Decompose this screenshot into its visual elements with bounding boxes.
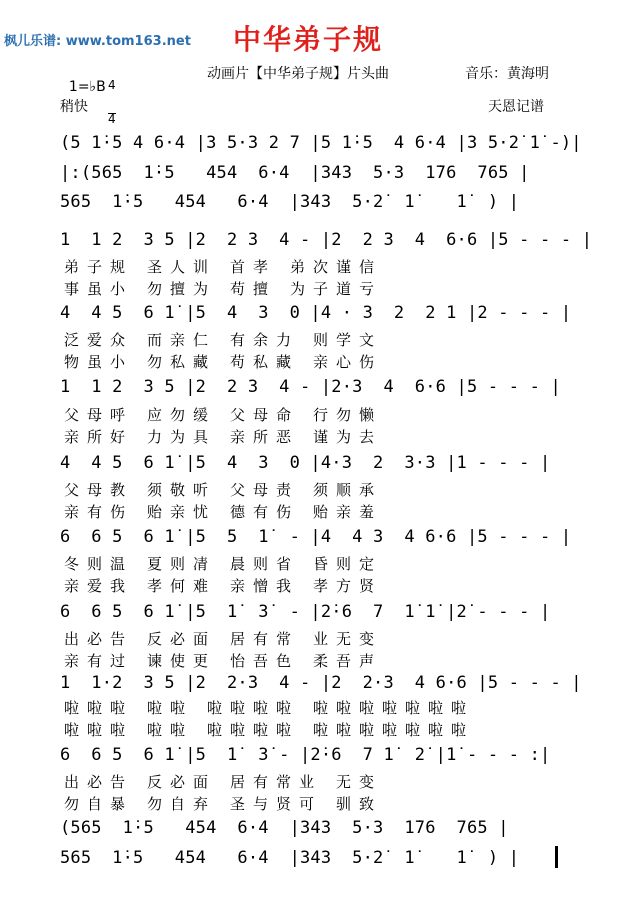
score-row-intro: (5 1̇·5 4 6·4 |3 5·3 2 7 |5 1̇·5 4 6·4 |3 5·2̇ 1̇ -)| [60, 133, 582, 153]
score-row-prelude-2: 565 1̇·5 454 6·4 |343 5·2̇ 1̇ 1̇ ) | [60, 192, 520, 212]
score-row-verse-3: 1 1 2 3 5 |2 2 3 4 - |2·3 4 6·6 |5 - - - | [60, 377, 561, 397]
lyric-row-6a: 出 必 告 反 必 面 居 有 常 业 无 变 [63, 630, 374, 648]
time-signature [108, 58, 116, 136]
lyric-row-4a: 父 母 教 须 敬 听 父 母 责 须 顺 承 [63, 481, 374, 499]
lyric-row-5a: 冬 则 温 夏 则 凊 晨 则 省 昏 则 定 [63, 555, 374, 573]
lyric-row-1b: 事 虽 小 勿 擅 为 苟 擅 为 子 道 亏 [63, 280, 374, 298]
lyric-row-4b: 亲 有 伤 贻 亲 忧 德 有 伤 贻 亲 羞 [63, 503, 374, 521]
subtitle: 动画片【中华弟子规】片头曲 [207, 66, 389, 82]
lyric-row-6b: 亲 有 过 谏 使 更 怡 吾 色 柔 吾 声 [63, 652, 374, 670]
lyric-row-2b: 物 虽 小 勿 私 藏 苟 私 藏 亲 心 伤 [63, 353, 374, 371]
key-label: 1= [68, 79, 90, 95]
lyric-row-5b: 亲 爱 我 孝 何 难 亲 憎 我 孝 方 贤 [63, 577, 374, 595]
score-row-outro-1: (565 1̇·5 454 6·4 |343 5·3 1̇76 765 | [60, 818, 509, 838]
score-row-verse-8: 6 6 5 6 1̇ |5 1̇ 3̇ - |2̇·6 7 1̇ 2̇ |1̇ - - - :| [60, 745, 551, 765]
lyric-row-7a: 啦 啦 啦 啦 啦 啦 啦 啦 啦 啦 啦 啦 啦 啦 啦 啦 [63, 699, 466, 717]
key-flat: ♭B [89, 79, 106, 95]
song-title: 中华弟子规 [233, 23, 384, 56]
time-sig-top: 4 [108, 78, 116, 92]
score-row-verse-2: 4 4 5 6 1̇ |5 4 3 0 |4 · 3 2 2 1 |2 - - - | [60, 303, 572, 323]
score-row-verse-1: 1 1 2 3 5 |2 2 3 4 - |2 2 3 4 6·6 |5 - - - | [60, 230, 593, 250]
transcriber: 天恩记谱 [488, 99, 544, 115]
lyric-row-3b: 亲 所 好 力 为 具 亲 所 恶 谨 为 去 [63, 428, 374, 446]
score-row-prelude-1: |:(565 1̇·5 454 6·4 |343 5·3 1̇76 765 | [60, 163, 530, 183]
lyric-row-2a: 泛 爱 众 而 亲 仁 有 余 力 则 学 文 [63, 331, 374, 349]
lyric-row-8b: 勿 自 暴 勿 自 弃 圣 与 贤 可 驯 致 [63, 795, 374, 813]
site-watermark: 枫儿乐谱: www.tom163.net [4, 34, 191, 49]
score-row-outro-2: 565 1̇·5 454 6·4 |343 5·2̇ 1̇ 1̇ ) | [60, 848, 520, 868]
key-signature [60, 63, 106, 95]
lyric-row-8a: 出 必 告 反 必 面 居 有 常 业 无 变 [63, 773, 374, 791]
composer: 音乐：黄海明 [465, 66, 549, 82]
lyric-row-1a: 弟 子 规 圣 人 训 首 孝 弟 次 谨 信 [63, 258, 374, 276]
score-row-verse-6: 6 6 5 6 1̇ |5 1̇ 3̇ - |2̇·6 7 1̇ 1̇ |2̇ - - - | [60, 602, 551, 622]
lyric-row-3a: 父 母 呼 应 勿 缓 父 母 命 行 勿 懒 [63, 406, 374, 424]
score-row-verse-7: 1 1·2 3 5 |2 2·3 4 - |2 2·3 4 6·6 |5 - - - | [60, 673, 582, 693]
lyric-row-7b: 啦 啦 啦 啦 啦 啦 啦 啦 啦 啦 啦 啦 啦 啦 啦 啦 [63, 721, 466, 739]
time-sig-bottom: 4 [108, 112, 116, 126]
tempo-mark: 稍快 [60, 99, 88, 115]
final-barline [555, 846, 558, 868]
score-row-verse-4: 4 4 5 6 1̇ |5 4 3 0 |4·3 2 3·3 |1 - - - | [60, 453, 551, 473]
score-row-verse-5: 6 6 5 6 1̇ |5 5 1̇ - |4 4 3 4 6·6 |5 - - - | [60, 527, 572, 547]
